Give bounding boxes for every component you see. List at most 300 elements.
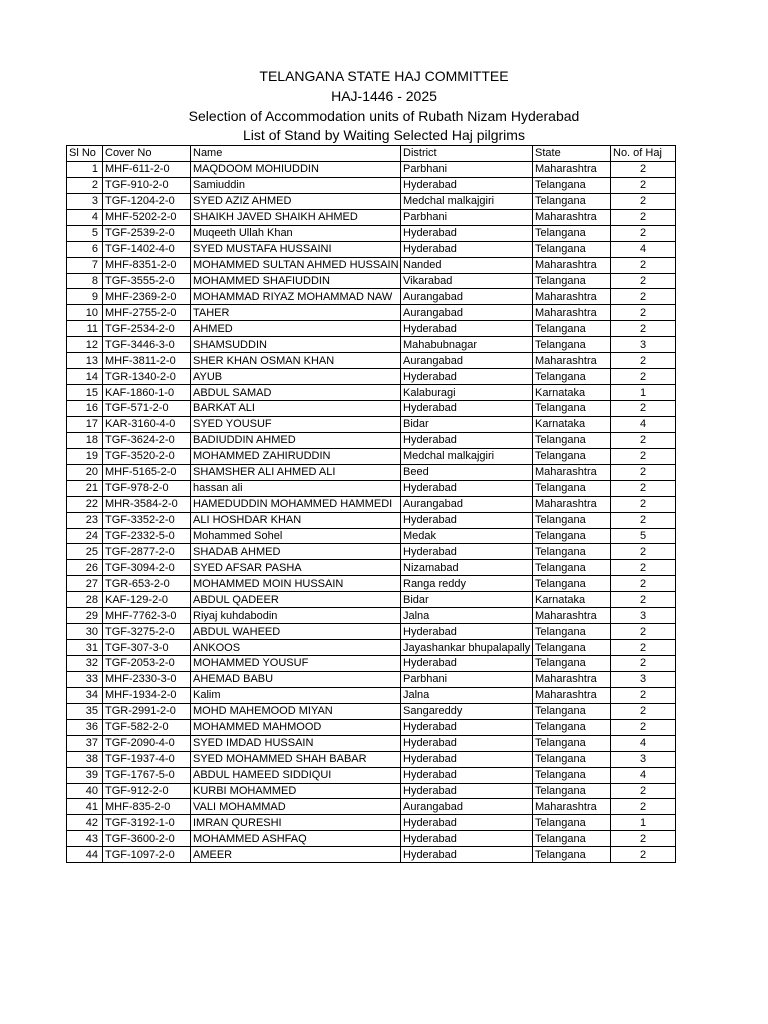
cell-state: Maharashtra [533,799,611,815]
cell-state: Telangana [533,735,611,751]
cell-district: Kalaburagi [401,385,533,401]
cell-sl-no: 23 [67,512,103,528]
cell-name: SHER KHAN OSMAN KHAN [191,353,401,369]
cell-state: Telangana [533,767,611,783]
document-subtitle-year: HAJ-1446 - 2025 [331,88,437,104]
cell-state: Maharashtra [533,289,611,305]
cell-sl-no: 2 [67,177,103,193]
cell-state: Telangana [533,401,611,417]
cell-state: Telangana [533,321,611,337]
table-row [67,512,676,528]
cell-state: Maharashtra [533,161,611,177]
cell-sl-no: 8 [67,273,103,289]
cell-sl-no: 27 [67,576,103,592]
cell-no-of-haj: 2 [611,177,676,193]
cell-no-of-haj: 2 [611,432,676,448]
cell-no-of-haj: 2 [611,161,676,177]
cell-state: Karnataka [533,416,611,432]
cell-cover-no: TGR-2991-2-0 [103,703,191,719]
cell-district: Vikarabad [401,273,533,289]
cell-sl-no: 40 [67,783,103,799]
cell-state: Telangana [533,528,611,544]
cell-name: SHAIKH JAVED SHAIKH AHMED [191,209,401,225]
cell-no-of-haj: 4 [611,767,676,783]
cell-state: Telangana [533,576,611,592]
cell-cover-no: MHF-5202-2-0 [103,209,191,225]
cell-no-of-haj: 4 [611,735,676,751]
cell-sl-no: 1 [67,161,103,177]
cell-cover-no: TGF-3275-2-0 [103,624,191,640]
cell-sl-no: 7 [67,257,103,273]
cell-district: Hyderabad [401,241,533,257]
cell-cover-no: TGF-912-2-0 [103,783,191,799]
cell-state: Maharashtra [533,209,611,225]
cell-state: Telangana [533,656,611,672]
cell-cover-no: TGF-1767-5-0 [103,767,191,783]
cell-no-of-haj: 2 [611,560,676,576]
cell-name: SHAMSUDDIN [191,337,401,353]
cell-sl-no: 39 [67,767,103,783]
cell-cover-no: TGF-1097-2-0 [103,847,191,863]
cell-state: Telangana [533,193,611,209]
cell-sl-no: 9 [67,289,103,305]
table-row [67,305,676,321]
cell-district: Jalna [401,608,533,624]
cell-district: Beed [401,464,533,480]
cell-cover-no: MHF-5165-2-0 [103,464,191,480]
cell-district: Hyderabad [401,783,533,799]
cell-name: Mohammed Sohel [191,528,401,544]
cell-state: Maharashtra [533,687,611,703]
cell-district: Hyderabad [401,225,533,241]
cell-sl-no: 22 [67,496,103,512]
cell-name: VALI MOHAMMAD [191,799,401,815]
cell-no-of-haj: 2 [611,193,676,209]
table-row [67,177,676,193]
cell-state: Maharashtra [533,608,611,624]
cell-name: ABDUL WAHEED [191,624,401,640]
cell-name: MOHAMMED MAHMOOD [191,719,401,735]
cell-state: Telangana [533,480,611,496]
cell-name: ABDUL QADEER [191,592,401,608]
cell-state: Maharashtra [533,496,611,512]
cell-no-of-haj: 2 [611,353,676,369]
table-row [67,432,676,448]
cell-name: MOHAMMED SULTAN AHMED HUSSAIN [191,257,401,273]
cell-district: Hyderabad [401,831,533,847]
cell-sl-no: 36 [67,719,103,735]
table-row [67,831,676,847]
cell-cover-no: TGF-3192-1-0 [103,815,191,831]
cell-district: Medchal malkajgiri [401,193,533,209]
cell-sl-no: 38 [67,751,103,767]
cell-sl-no: 5 [67,225,103,241]
cell-no-of-haj: 2 [611,624,676,640]
cell-sl-no: 14 [67,369,103,385]
cell-no-of-haj: 2 [611,480,676,496]
cell-no-of-haj: 2 [611,464,676,480]
cell-sl-no: 37 [67,735,103,751]
cell-no-of-haj: 3 [611,751,676,767]
cell-sl-no: 16 [67,401,103,417]
cell-cover-no: TGF-2053-2-0 [103,656,191,672]
cell-cover-no: TGF-978-2-0 [103,480,191,496]
cell-district: Sangareddy [401,703,533,719]
cell-district: Ranga reddy [401,576,533,592]
document-title: TELANGANA STATE HAJ COMMITTEE [259,68,509,84]
cell-state: Telangana [533,751,611,767]
cell-cover-no: TGF-582-2-0 [103,719,191,735]
cell-no-of-haj: 2 [611,321,676,337]
cell-name: MOHAMMED YOUSUF [191,656,401,672]
cell-sl-no: 17 [67,416,103,432]
cell-sl-no: 26 [67,560,103,576]
cell-sl-no: 31 [67,640,103,656]
cell-district: Aurangabad [401,305,533,321]
cell-state: Telangana [533,337,611,353]
table-header-row [67,146,676,162]
cell-name: SYED IMDAD HUSSAIN [191,735,401,751]
cell-cover-no: TGF-2539-2-0 [103,225,191,241]
cell-cover-no: TGF-307-3-0 [103,640,191,656]
cell-sl-no: 33 [67,671,103,687]
cell-district: Hyderabad [401,751,533,767]
cell-sl-no: 44 [67,847,103,863]
cell-no-of-haj: 2 [611,225,676,241]
cell-district: Hyderabad [401,321,533,337]
cell-name: AMEER [191,847,401,863]
cell-district: Nanded [401,257,533,273]
cell-cover-no: KAF-1860-1-0 [103,385,191,401]
cell-district: Parbhani [401,161,533,177]
cell-cover-no: MHF-3811-2-0 [103,353,191,369]
document-subtitle-list: List of Stand by Waiting Selected Haj pilgrims [243,127,525,143]
cell-no-of-haj: 3 [611,337,676,353]
cell-no-of-haj: 4 [611,416,676,432]
cell-district: Parbhani [401,671,533,687]
cell-no-of-haj: 2 [611,448,676,464]
table-row [67,448,676,464]
cell-name: KURBI MOHAMMED [191,783,401,799]
table-row [67,369,676,385]
cell-name: ALI HOSHDAR KHAN [191,512,401,528]
cell-state: Maharashtra [533,257,611,273]
table-row [67,608,676,624]
cell-district: Aurangabad [401,496,533,512]
cell-cover-no: TGF-3600-2-0 [103,831,191,847]
table-row [67,592,676,608]
cell-cover-no: TGF-1402-4-0 [103,241,191,257]
table-row [67,656,676,672]
cell-state: Maharashtra [533,671,611,687]
table-row [67,576,676,592]
cell-cover-no: KAF-129-2-0 [103,592,191,608]
table-row [67,337,676,353]
cell-name: ABDUL HAMEED SIDDIQUI [191,767,401,783]
cell-state: Maharashtra [533,305,611,321]
cell-sl-no: 28 [67,592,103,608]
cell-sl-no: 3 [67,193,103,209]
cell-district: Mahabubnagar [401,337,533,353]
cell-name: HAMEDUDDIN MOHAMMED HAMMEDI [191,496,401,512]
cell-state: Telangana [533,560,611,576]
table-row [67,273,676,289]
cell-state: Telangana [533,177,611,193]
cell-name: IMRAN QURESHI [191,815,401,831]
cell-no-of-haj: 2 [611,289,676,305]
cell-cover-no: TGF-3520-2-0 [103,448,191,464]
cell-state: Telangana [533,815,611,831]
cell-no-of-haj: 2 [611,544,676,560]
cell-no-of-haj: 4 [611,241,676,257]
cell-cover-no: TGF-571-2-0 [103,401,191,417]
cell-cover-no: MHF-8351-2-0 [103,257,191,273]
header-state: State [533,146,611,162]
cell-cover-no: MHF-7762-3-0 [103,608,191,624]
cell-district: Nizamabad [401,560,533,576]
cell-sl-no: 15 [67,385,103,401]
cell-cover-no: MHF-2755-2-0 [103,305,191,321]
cell-no-of-haj: 2 [611,305,676,321]
table-row [67,703,676,719]
cell-state: Telangana [533,640,611,656]
cell-name: SHAMSHER ALI AHMED ALI [191,464,401,480]
table-row [67,225,676,241]
cell-cover-no: TGF-3624-2-0 [103,432,191,448]
cell-name: MOHAMMAD RIYAZ MOHAMMAD NAW [191,289,401,305]
cell-name: AHMED [191,321,401,337]
table-row [67,640,676,656]
table-row [67,719,676,735]
cell-sl-no: 20 [67,464,103,480]
cell-district: Hyderabad [401,847,533,863]
cell-state: Telangana [533,273,611,289]
header-sl-no: Sl No [67,146,103,162]
table-body [67,161,676,862]
cell-cover-no: TGF-3446-3-0 [103,337,191,353]
cell-state: Karnataka [533,385,611,401]
cell-name: BARKAT ALI [191,401,401,417]
cell-cover-no: TGF-1204-2-0 [103,193,191,209]
cell-sl-no: 24 [67,528,103,544]
table-row [67,496,676,512]
cell-cover-no: MHR-3584-2-0 [103,496,191,512]
cell-sl-no: 43 [67,831,103,847]
cell-district: Hyderabad [401,815,533,831]
cell-name: Riyaj kuhdabodin [191,608,401,624]
cell-name: MOHD MAHEMOOD MIYAN [191,703,401,719]
cell-no-of-haj: 2 [611,719,676,735]
cell-no-of-haj: 2 [611,369,676,385]
table-row [67,464,676,480]
cell-no-of-haj: 2 [611,799,676,815]
cell-name: MOHAMMED ASHFAQ [191,831,401,847]
table-row [67,767,676,783]
cell-state: Maharashtra [533,353,611,369]
table-row [67,289,676,305]
cell-state: Telangana [533,448,611,464]
cell-name: ABDUL SAMAD [191,385,401,401]
cell-district: Aurangabad [401,799,533,815]
cell-cover-no: TGR-653-2-0 [103,576,191,592]
cell-district: Jayashankar bhupalapally [401,640,533,656]
cell-cover-no: MHF-835-2-0 [103,799,191,815]
cell-name: SYED MUSTAFA HUSSAINI [191,241,401,257]
cell-district: Parbhani [401,209,533,225]
cell-sl-no: 32 [67,656,103,672]
cell-state: Telangana [533,225,611,241]
cell-name: Samiuddin [191,177,401,193]
cell-district: Hyderabad [401,401,533,417]
cell-name: ANKOOS [191,640,401,656]
cell-no-of-haj: 2 [611,576,676,592]
cell-state: Telangana [533,241,611,257]
cell-no-of-haj: 2 [611,656,676,672]
cell-cover-no: TGF-3352-2-0 [103,512,191,528]
cell-name: Muqeeth Ullah Khan [191,225,401,241]
cell-district: Hyderabad [401,767,533,783]
table-row [67,671,676,687]
cell-sl-no: 18 [67,432,103,448]
cell-name: SYED YOUSUF [191,416,401,432]
cell-district: Bidar [401,592,533,608]
cell-district: Aurangabad [401,353,533,369]
cell-cover-no: MHF-611-2-0 [103,161,191,177]
cell-cover-no: TGF-2877-2-0 [103,544,191,560]
cell-district: Bidar [401,416,533,432]
cell-no-of-haj: 2 [611,640,676,656]
table-row [67,209,676,225]
cell-cover-no: TGF-3555-2-0 [103,273,191,289]
cell-no-of-haj: 2 [611,273,676,289]
table-row [67,815,676,831]
cell-no-of-haj: 2 [611,496,676,512]
cell-name: hassan ali [191,480,401,496]
cell-no-of-haj: 2 [611,783,676,799]
cell-cover-no: TGF-2332-5-0 [103,528,191,544]
cell-no-of-haj: 2 [611,592,676,608]
cell-state: Telangana [533,719,611,735]
table-row [67,385,676,401]
cell-cover-no: TGF-1937-4-0 [103,751,191,767]
cell-name: SYED AFSAR PASHA [191,560,401,576]
table-row [67,687,676,703]
table-row [67,751,676,767]
table-row [67,161,676,177]
cell-sl-no: 42 [67,815,103,831]
document-subtitle-selection: Selection of Accommodation units of Rubath Nizam Hyderabad [188,108,580,124]
cell-district: Hyderabad [401,177,533,193]
cell-sl-no: 25 [67,544,103,560]
pilgrims-table [66,145,676,863]
table-row [67,847,676,863]
cell-sl-no: 11 [67,321,103,337]
table-row [67,257,676,273]
cell-district: Hyderabad [401,512,533,528]
table-row [67,480,676,496]
table-row [67,799,676,815]
cell-district: Hyderabad [401,656,533,672]
cell-no-of-haj: 2 [611,687,676,703]
cell-name: MOHAMMED MOIN HUSSAIN [191,576,401,592]
cell-cover-no: MHF-1934-2-0 [103,687,191,703]
header-no-of-haj: No. of Haj [611,146,676,162]
cell-state: Telangana [533,783,611,799]
cell-sl-no: 30 [67,624,103,640]
cell-district: Medchal malkajgiri [401,448,533,464]
cell-no-of-haj: 1 [611,385,676,401]
cell-cover-no: TGF-2090-4-0 [103,735,191,751]
cell-name: SHADAB AHMED [191,544,401,560]
cell-name: MAQDOOM MOHIUDDIN [191,161,401,177]
cell-no-of-haj: 3 [611,608,676,624]
cell-state: Telangana [533,624,611,640]
cell-no-of-haj: 2 [611,831,676,847]
header-district: District [401,146,533,162]
cell-name: TAHER [191,305,401,321]
cell-no-of-haj: 2 [611,257,676,273]
cell-district: Medak [401,528,533,544]
table-row [67,735,676,751]
table-row [67,401,676,417]
table-row [67,416,676,432]
header-cover-no: Cover No [103,146,191,162]
cell-no-of-haj: 2 [611,703,676,719]
cell-district: Hyderabad [401,719,533,735]
cell-name: MOHAMMED ZAHIRUDDIN [191,448,401,464]
cell-cover-no: MHF-2330-3-0 [103,671,191,687]
cell-sl-no: 10 [67,305,103,321]
cell-sl-no: 6 [67,241,103,257]
cell-no-of-haj: 5 [611,528,676,544]
cell-district: Hyderabad [401,480,533,496]
cell-state: Telangana [533,369,611,385]
cell-sl-no: 4 [67,209,103,225]
cell-district: Jalna [401,687,533,703]
cell-state: Karnataka [533,592,611,608]
table-row [67,321,676,337]
cell-cover-no: TGR-1340-2-0 [103,369,191,385]
cell-name: MOHAMMED SHAFIUDDIN [191,273,401,289]
cell-state: Telangana [533,432,611,448]
table-row [67,624,676,640]
cell-district: Hyderabad [401,735,533,751]
cell-name: SYED AZIZ AHMED [191,193,401,209]
cell-name: SYED MOHAMMED SHAH BABAR [191,751,401,767]
table-row [67,241,676,257]
cell-cover-no: TGF-2534-2-0 [103,321,191,337]
table-row [67,193,676,209]
table-row [67,783,676,799]
cell-name: BADIUDDIN AHMED [191,432,401,448]
cell-state: Telangana [533,703,611,719]
cell-sl-no: 19 [67,448,103,464]
cell-no-of-haj: 2 [611,209,676,225]
cell-name: AHEMAD BABU [191,671,401,687]
cell-district: Aurangabad [401,289,533,305]
cell-sl-no: 29 [67,608,103,624]
header-name: Name [191,146,401,162]
cell-no-of-haj: 2 [611,512,676,528]
cell-sl-no: 13 [67,353,103,369]
cell-no-of-haj: 3 [611,671,676,687]
table-row [67,544,676,560]
cell-cover-no: MHF-2369-2-0 [103,289,191,305]
cell-sl-no: 12 [67,337,103,353]
cell-district: Hyderabad [401,432,533,448]
cell-state: Maharashtra [533,464,611,480]
cell-name: AYUB [191,369,401,385]
